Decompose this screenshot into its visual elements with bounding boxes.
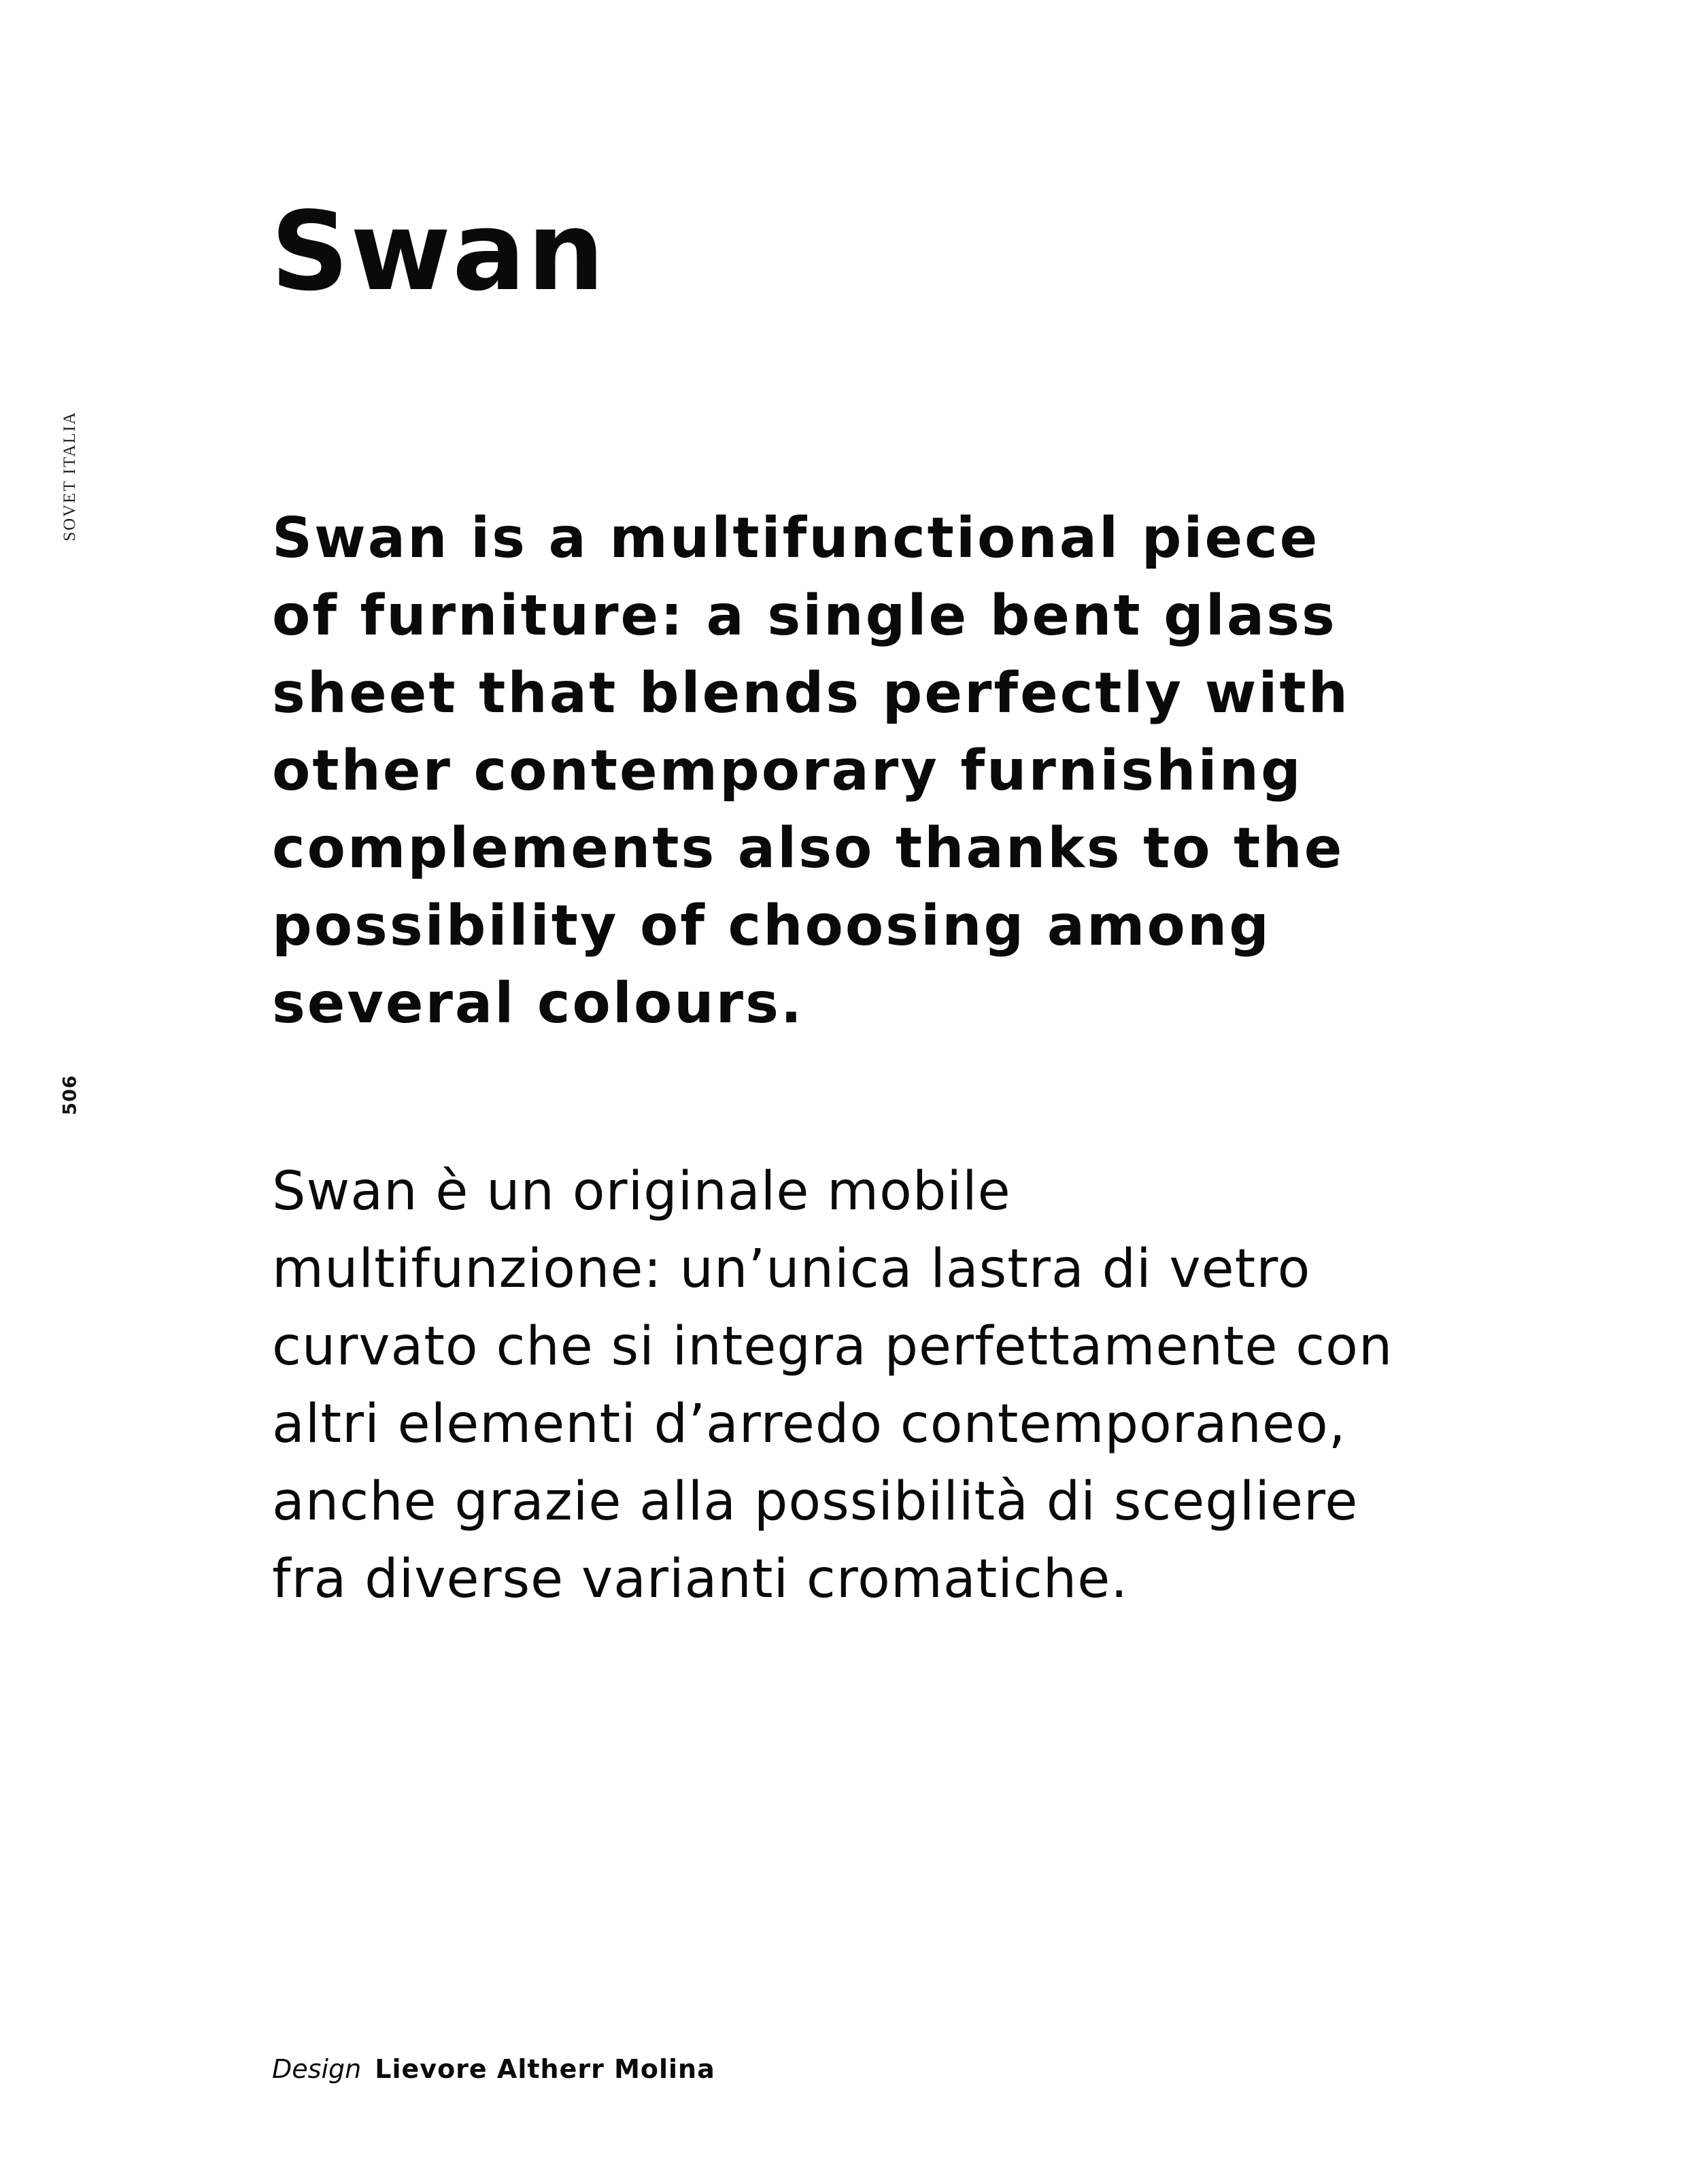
credit-prefix: Design <box>272 2054 362 2084</box>
lead-line: sheet that blends perfectly with <box>272 661 1351 726</box>
lead-paragraph-english <box>272 500 1442 1043</box>
page-number: 506 <box>59 1075 81 1115</box>
lead-line: several colours. <box>272 971 804 1036</box>
design-credit <box>272 2054 715 2084</box>
body-line: curvato che si integra perfettamente con <box>272 1316 1393 1377</box>
lead-line: complements also thanks to the <box>272 816 1344 881</box>
designer-name: Lievore Altherr Molina <box>375 2054 715 2084</box>
lead-line: other contemporary furnishing <box>272 739 1303 803</box>
body-line: anche grazie alla possibilità di scegliere <box>272 1471 1359 1532</box>
lead-line: Swan is a multifunctional piece <box>272 506 1320 571</box>
body-paragraph-italian <box>272 1153 1469 1618</box>
body-line: fra diverse varianti cromatiche. <box>272 1549 1129 1610</box>
brand-vertical-label: SOVET ITALIA <box>61 411 79 541</box>
body-line: altri elementi d’arredo contemporaneo, <box>272 1394 1346 1455</box>
body-line: multifunzione: un’unica lastra di vetro <box>272 1239 1311 1300</box>
page-title: Swan <box>271 188 606 315</box>
lead-line: possibility of choosing among <box>272 894 1271 958</box>
body-line: Swan è un originale mobile <box>272 1161 1011 1222</box>
lead-line: of furniture: a single bent glass <box>272 584 1337 648</box>
